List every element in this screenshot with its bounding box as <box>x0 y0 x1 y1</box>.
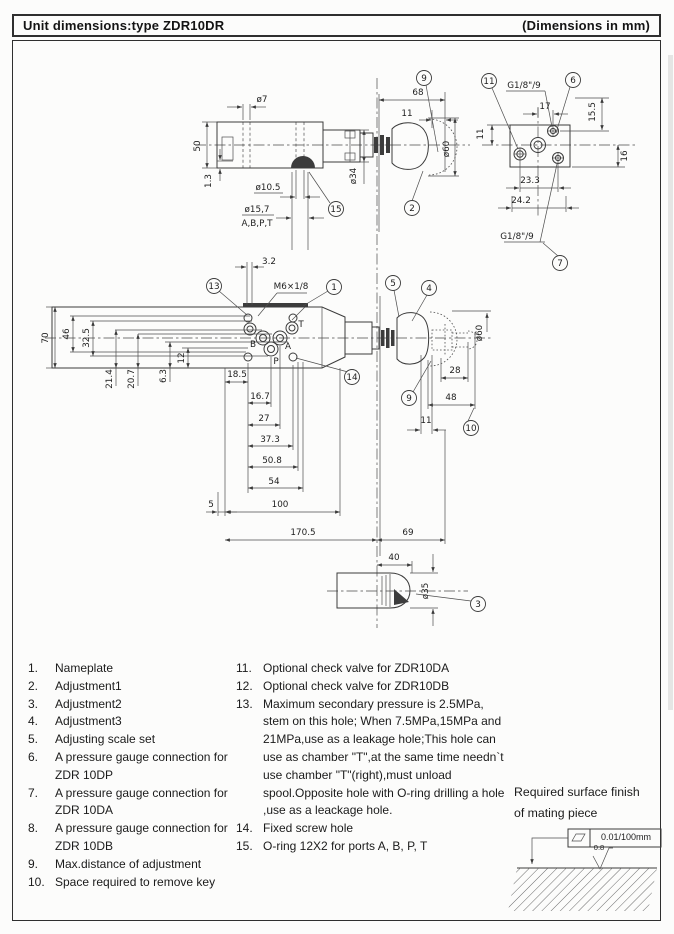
item-balloon <box>471 597 486 612</box>
item-balloon <box>327 280 342 295</box>
dimension-label: 3.2 <box>262 257 276 267</box>
dimension-label: 11 <box>401 109 413 119</box>
dimension-label: ø15,7 <box>244 205 270 215</box>
item-balloon <box>402 391 417 406</box>
item-balloon <box>482 74 497 89</box>
dimension-label: 68 <box>412 88 424 98</box>
dimension-label: B <box>249 340 257 350</box>
svg-text:6: 6 <box>570 76 576 87</box>
item-balloon <box>417 71 432 86</box>
legend-item-text: A pressure gauge connection for ZDR 10DB <box>55 821 228 853</box>
svg-text:14: 14 <box>346 373 358 384</box>
dimension-label: 27 <box>258 414 270 424</box>
centerlines <box>45 78 638 628</box>
dimension-label: 37.3 <box>260 435 280 445</box>
legend-item-number: 4. <box>28 714 39 729</box>
surface-finish-note <box>514 782 640 824</box>
dimension-label: ø60 <box>475 324 485 342</box>
dimension-label: 12 <box>177 352 187 364</box>
item-balloon <box>566 73 581 88</box>
surface-note-line2: of mating piece <box>514 806 598 820</box>
dimension-label: G1/8"/9 <box>500 232 534 242</box>
dimension-label: 50 <box>193 140 203 152</box>
legend-item-number: 8. <box>28 821 39 836</box>
dimension-label: 1.3 <box>204 174 214 188</box>
dimension-label: 11 <box>476 128 486 140</box>
legend-item-number: 7. <box>28 785 39 800</box>
dimension-label: 11 <box>420 416 432 426</box>
dimension-label: T <box>298 320 304 330</box>
dimension-labels <box>41 81 630 599</box>
item-balloon <box>386 276 401 291</box>
dimension-label: 17 <box>539 102 551 112</box>
legend-item <box>28 713 238 731</box>
dimension-label: P <box>273 357 279 367</box>
dimension-label: 5 <box>208 500 214 510</box>
svg-text:5: 5 <box>390 279 396 290</box>
hatched-surface <box>508 868 657 911</box>
dimension-label: 28 <box>449 366 461 376</box>
legend-item-number: 3. <box>28 696 39 711</box>
legend-item <box>28 678 238 696</box>
dimension-label: 48 <box>445 393 457 403</box>
legend-column-left <box>28 660 238 891</box>
item-balloon <box>422 281 437 296</box>
item-balloon <box>329 202 344 217</box>
dimension-label: G1/8"/9 <box>507 81 541 91</box>
legend-item <box>236 838 508 856</box>
svg-text:9: 9 <box>421 74 427 85</box>
legend-item-text: Adjustment1 <box>55 678 122 693</box>
legend-item-number: 14. <box>236 821 253 836</box>
legend-item <box>28 696 238 714</box>
dimension-label: ø60 <box>442 140 452 158</box>
dimension-label: ø34 <box>349 167 359 185</box>
svg-text:4: 4 <box>426 284 432 295</box>
dimension-label: ø10.5 <box>255 183 281 193</box>
dimension-label: 32.5 <box>82 328 92 348</box>
page-edge-shadow <box>668 55 673 710</box>
legend-item-number: 6. <box>28 749 39 764</box>
legend-item-number: 5. <box>28 732 39 747</box>
dimension-label: 20.7 <box>127 369 137 389</box>
legend-item-text: Optional check valve for ZDR10DB <box>263 678 450 693</box>
legend-item-text: Optional check valve for ZDR10DA <box>263 661 450 675</box>
item-balloon <box>345 370 360 385</box>
dimension-label: 23.3 <box>520 176 540 186</box>
dimension-label: 50.8 <box>262 456 282 466</box>
item-balloon <box>464 421 479 436</box>
dimension-label: 18.5 <box>227 370 247 380</box>
item-balloon <box>207 279 222 294</box>
legend-item <box>28 749 238 785</box>
legend-item-text: Nameplate <box>55 661 114 675</box>
legend-item-number: 1. <box>28 661 39 675</box>
dimension-label: 15.5 <box>588 102 598 122</box>
dimension-label: 24.2 <box>511 196 531 206</box>
dimension-label: 16.7 <box>250 392 270 402</box>
dimension-label: 6.3 <box>159 369 169 383</box>
svg-text:10: 10 <box>465 424 477 435</box>
dimension-label: ø35 <box>421 582 431 600</box>
legend-item-number: 11. <box>236 661 252 675</box>
legend-item-text: A pressure gauge connection for ZDR 10DP <box>55 749 228 782</box>
legend-item-text: Adjustment2 <box>55 696 122 711</box>
dimension-label: 69 <box>402 528 414 538</box>
legend-item <box>28 660 238 678</box>
legend-item-text: Adjusting scale set <box>55 732 156 747</box>
dimension-label: 21.4 <box>105 369 115 389</box>
legend-item-text: Maximum secondary pressure is 2.5MPa, stem on this hole; When 7.5MPa,15MPa and 21MPa,use as a leakage hole;This hole can use as chamber "T",at the same time needn`t use chamber "T"(right),must unload spool.Opposite hole with O-ring drilling a hole ,use as a leackage hole. <box>263 696 505 818</box>
legend-item <box>28 785 238 821</box>
dimension-label: 40 <box>388 553 400 563</box>
svg-text:1: 1 <box>331 283 337 294</box>
legend-item-text: O-ring 12X2 for ports A, B, P, T <box>263 838 428 853</box>
dimension-label: 46 <box>62 328 72 340</box>
flatness-tolerance-value: 0.01/100mm <box>600 832 652 842</box>
legend-item <box>236 820 508 838</box>
legend-item-text: Fixed screw hole <box>263 821 354 836</box>
phantom-lines <box>429 119 477 366</box>
dimension-label: A,B,P,T <box>241 219 273 229</box>
legend-item-text: Adjustment3 <box>55 714 122 729</box>
legend-item <box>236 696 508 821</box>
dimension-label: A <box>284 342 292 352</box>
svg-text:7: 7 <box>557 259 563 270</box>
dimension-label: 70 <box>41 332 51 344</box>
dimension-label: 170.5 <box>290 528 316 538</box>
page-title: Unit dimensions:type ZDR10DR <box>23 18 225 33</box>
legend-item-number: 13. <box>236 696 253 711</box>
dimension-label: 54 <box>268 477 280 487</box>
legend-item-number: 10. <box>28 874 45 889</box>
dimension-label: ø7 <box>256 95 268 105</box>
legend-item-number: 15. <box>236 838 253 853</box>
legend-item-number: 9. <box>28 856 39 871</box>
legend-item <box>28 820 238 856</box>
roughness-value: 0.8 <box>593 843 605 852</box>
legend-item <box>28 874 238 892</box>
legend-item <box>236 678 508 696</box>
units-note: (Dimensions in mm) <box>522 18 650 33</box>
dimension-label: M6×1/8 <box>273 282 309 292</box>
legend-item-number: 2. <box>28 678 39 693</box>
legend-item-number: 12. <box>236 678 253 693</box>
dimension-label: 100 <box>271 500 289 510</box>
svg-text:11: 11 <box>483 77 495 88</box>
item-balloon <box>405 201 420 216</box>
legend-column-right <box>236 660 508 856</box>
svg-text:2: 2 <box>409 204 415 215</box>
svg-text:3: 3 <box>475 600 481 611</box>
surface-note-line1: Required surface finish <box>514 785 640 799</box>
legend-item-text: Max.distance of adjustment <box>55 856 202 871</box>
legend-item <box>236 660 508 678</box>
svg-text:13: 13 <box>208 282 220 293</box>
legend-item-text: Space required to remove key <box>55 874 216 889</box>
svg-text:9: 9 <box>406 394 412 405</box>
svg-text:15: 15 <box>330 205 342 216</box>
item-balloon <box>553 256 568 271</box>
dimension-label: 16 <box>620 150 630 162</box>
legend-item <box>28 731 238 749</box>
legend-item-text: A pressure gauge connection for ZDR 10DA <box>55 785 228 818</box>
legend-item <box>28 856 238 874</box>
